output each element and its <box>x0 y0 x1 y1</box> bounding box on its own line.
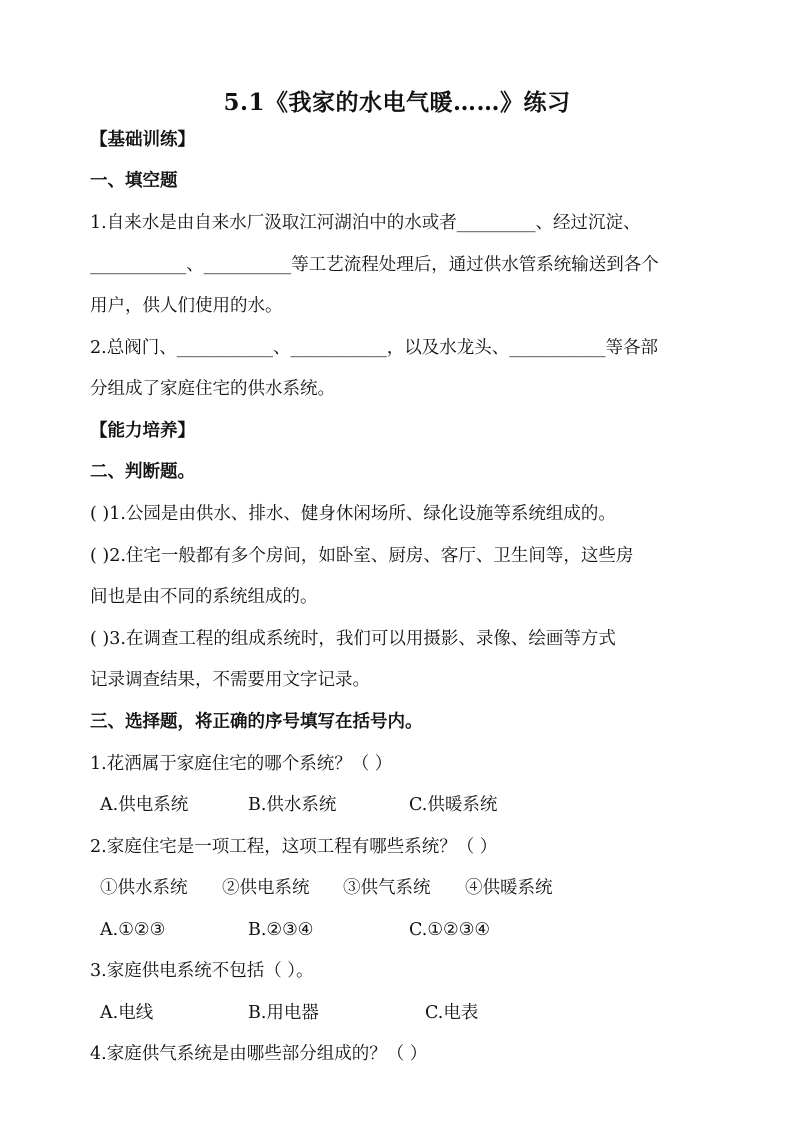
choice-q2-item: ③供气系统 <box>343 878 431 898</box>
choice-q1-option-c: C.供暖系统 <box>409 795 498 815</box>
judge-q2-line1: ( )2.住宅一般都有多个房间，如卧室、厨房、客厅、卫生间等，这些房 <box>90 546 634 566</box>
fill-q1-line3: 用户，供人们使用的水。 <box>90 296 283 316</box>
choice-q2-item: ①供水系统 <box>100 878 188 898</box>
fill-q1-line1: 1.自来水是由自来水厂汲取江河湖泊中的水或者_________、经过沉淀、 <box>90 213 641 233</box>
fill-q2-line1: 2.总阀门、___________、___________，以及水龙头、___________等各部 <box>90 338 658 358</box>
choice-q1-stem: 1.花洒属于家庭住宅的哪个系统？（ ） <box>90 754 393 774</box>
choice-q3-option-c: C.电表 <box>425 1003 479 1023</box>
part3-heading: 三、选择题，将正确的序号填写在括号内。 <box>90 712 423 732</box>
judge-q3-line1: ( )3.在调查工程的组成系统时，我们可以用摄影、录像、绘画等方式 <box>90 629 616 649</box>
judge-q3-line2: 记录调查结果，不需要用文字记录。 <box>90 670 370 690</box>
judge-q2-line2: 间也是由不同的系统组成的。 <box>90 587 318 607</box>
section-ability-training: 【能力培养】 <box>90 421 195 441</box>
choice-q1-option-a: A.供电系统 <box>100 795 189 815</box>
part2-heading: 二、判断题。 <box>90 462 195 482</box>
section-basic-training: 【基础训练】 <box>90 130 195 150</box>
choice-q3-option-b: B.用电器 <box>248 1003 319 1023</box>
choice-q4-stem: 4.家庭供气系统是由哪些部分组成的？（ ） <box>90 1044 428 1064</box>
choice-q3-option-a: A.电线 <box>100 1003 154 1023</box>
judge-q1-line1: ( )1.公园是由供水、排水、健身休闲场所、绿化设施等系统组成的。 <box>90 504 616 524</box>
choice-q1-option-b: B.供水系统 <box>248 795 337 815</box>
choice-q2-item: ④供暖系统 <box>465 878 553 898</box>
fill-q1-line2: ___________、__________等工艺流程处理后，通过供水管系统输送到各个 <box>90 255 659 275</box>
choice-q2-option-b: B.②③④ <box>248 920 314 940</box>
choice-q2-option-a: A.①②③ <box>100 920 166 940</box>
fill-q2-line2: 分组成了家庭住宅的供水系统。 <box>90 379 335 399</box>
page-title: 5.1《我家的水电气暖……》练习 <box>223 89 571 116</box>
choice-q2-stem: 2.家庭住宅是一项工程，这项工程有哪些系统？（ ） <box>90 837 498 857</box>
choice-q3-stem: 3.家庭供电系统不包括（ ）。 <box>90 961 314 981</box>
choice-q2-item: ②供电系统 <box>222 878 310 898</box>
choice-q2-option-c: C.①②③④ <box>409 920 491 940</box>
part1-heading: 一、填空题 <box>90 171 178 191</box>
